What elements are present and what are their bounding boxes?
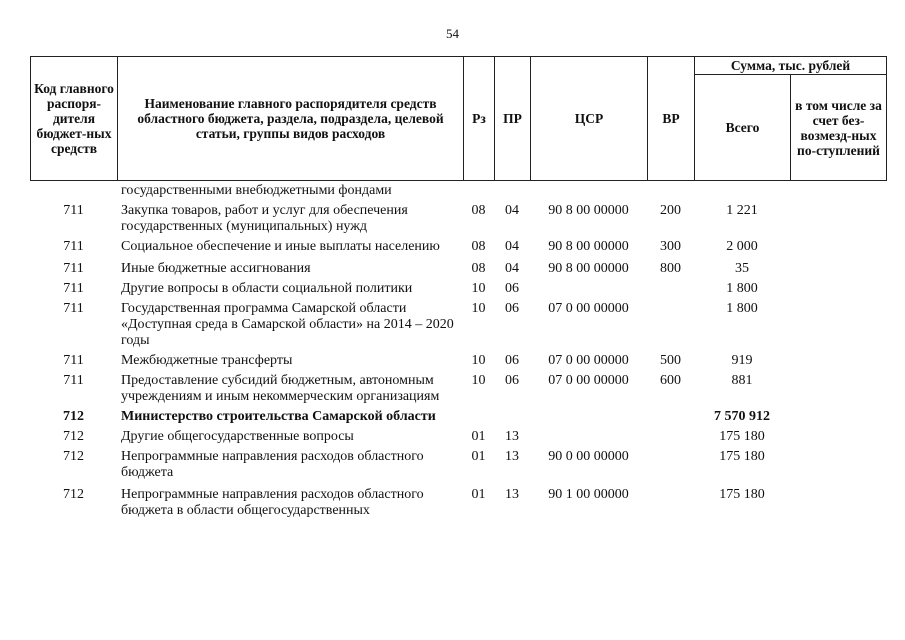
cell-total: 35 (735, 261, 749, 276)
cell-total: 175 180 (719, 429, 765, 444)
header-sum: Сумма, тыс. рублей (695, 57, 887, 75)
cell-vr: 300 (660, 239, 681, 254)
table-row (30, 239, 886, 255)
cell-free (790, 487, 886, 519)
cell-rz: 08 (471, 239, 486, 254)
table-row (30, 449, 886, 481)
cell-code: 711 (63, 373, 84, 388)
cell-pr: 13 (505, 449, 519, 464)
cell-csr (530, 409, 647, 425)
cell-total: 881 (731, 373, 753, 388)
cell-free (790, 261, 886, 277)
cell-total: 175 180 (719, 449, 765, 464)
cell-csr: 90 8 00 00000 (548, 261, 629, 276)
cell-rz: 01 (471, 429, 486, 444)
cell-csr (530, 183, 647, 199)
cell-vr: 600 (660, 373, 681, 388)
cell-name: Министерство строительства Самарской области (121, 409, 436, 424)
table-row (30, 409, 886, 425)
cell-rz: 10 (471, 301, 486, 316)
table-body (30, 183, 886, 525)
cell-name: Другие общегосударственные вопросы (121, 429, 354, 444)
header-pr: ПР (495, 57, 531, 181)
cell-name: Социальное обеспечение и иные выплаты населению (121, 239, 440, 254)
cell-free (790, 281, 886, 297)
header-rz: Рз (464, 57, 495, 181)
cell-csr: 90 1 00 00000 (548, 487, 629, 502)
cell-total: 1 221 (726, 203, 758, 218)
table-row (30, 373, 886, 405)
cell-rz: 10 (471, 373, 486, 388)
cell-code: 711 (63, 301, 84, 316)
cell-rz: 10 (471, 353, 486, 368)
cell-name: Иные бюджетные ассигнования (121, 261, 311, 276)
cell-csr (530, 429, 647, 445)
cell-total: 1 800 (726, 301, 758, 316)
cell-rz: 10 (471, 281, 486, 296)
table-row (30, 261, 886, 277)
cell-pr: 06 (505, 301, 519, 316)
cell-rz: 01 (471, 487, 486, 502)
cell-total: 2 000 (726, 239, 758, 254)
header-total: Всего (695, 75, 791, 181)
table-row (30, 183, 886, 199)
cell-pr (494, 183, 530, 199)
cell-free (790, 301, 886, 349)
cell-code: 711 (63, 261, 84, 276)
cell-free (790, 183, 886, 199)
cell-total: 1 800 (726, 281, 758, 296)
table-row (30, 487, 886, 519)
cell-code: 712 (63, 409, 84, 424)
cell-code: 712 (63, 487, 84, 502)
cell-total (694, 183, 790, 199)
table-row (30, 429, 886, 445)
table-row (30, 301, 886, 349)
cell-code: 711 (63, 281, 84, 296)
cell-free (790, 239, 886, 255)
cell-free (790, 409, 886, 425)
table-header (30, 56, 887, 181)
cell-vr (647, 301, 694, 349)
cell-rz (463, 183, 494, 199)
cell-code: 712 (63, 429, 84, 444)
page-number: 54 (446, 26, 459, 41)
cell-csr (530, 281, 647, 297)
cell-free (790, 429, 886, 445)
cell-pr: 04 (505, 203, 519, 218)
cell-vr (647, 487, 694, 519)
cell-vr (647, 183, 694, 199)
cell-name: Непрограммные направления расходов областного бюджета (121, 449, 424, 480)
table-row (30, 203, 886, 235)
cell-csr: 07 0 00 00000 (548, 373, 629, 388)
cell-total: 175 180 (719, 487, 765, 502)
cell-rz: 08 (471, 203, 486, 218)
cell-name: государственными внебюджетными фондами (121, 183, 392, 198)
cell-csr: 90 8 00 00000 (548, 239, 629, 254)
cell-rz: 01 (471, 449, 486, 464)
cell-rz: 08 (471, 261, 486, 276)
table-row (30, 353, 886, 369)
cell-pr: 06 (505, 353, 519, 368)
cell-pr: 13 (505, 487, 519, 502)
cell-free (790, 449, 886, 481)
cell-name: Закупка товаров, работ и услуг для обеспечения государственных (муниципальных) нужд (121, 203, 408, 234)
cell-pr: 06 (505, 281, 519, 296)
header-free: в том числе за счет без-возмезд-ных по-ступлений (791, 75, 887, 181)
cell-csr: 90 0 00 00000 (548, 449, 629, 464)
cell-pr (494, 409, 530, 425)
cell-rz (463, 409, 494, 425)
cell-code: 711 (63, 203, 84, 218)
cell-pr: 13 (505, 429, 519, 444)
cell-code: 711 (63, 239, 84, 254)
cell-name: Предоставление субсидий бюджетным, автономным учреждениям и иным некоммерческим организациям (121, 373, 440, 404)
cell-pr: 04 (505, 261, 519, 276)
cell-vr (647, 281, 694, 297)
cell-csr: 90 8 00 00000 (548, 203, 629, 218)
cell-vr: 500 (660, 353, 681, 368)
header-code: Код главного распоря-дителя бюджет-ных средств (31, 57, 118, 181)
header-vr: ВР (648, 57, 695, 181)
cell-vr: 200 (660, 203, 681, 218)
cell-vr: 800 (660, 261, 681, 276)
cell-vr (647, 449, 694, 481)
cell-name: Государственная программа Самарской области «Доступная среда в Самарской области» на 2014 – 2020 годы (121, 301, 454, 348)
cell-free (790, 353, 886, 369)
cell-free (790, 373, 886, 405)
cell-name: Межбюджетные трансферты (121, 353, 293, 368)
cell-pr: 06 (505, 373, 519, 388)
cell-vr (647, 429, 694, 445)
header-name: Наименование главного распорядителя средств областного бюджета, раздела, подраздела, целевой статьи, группы видов расходов (118, 57, 464, 181)
table-row (30, 281, 886, 297)
cell-code: 711 (63, 353, 84, 368)
cell-vr (647, 409, 694, 425)
cell-pr: 04 (505, 239, 519, 254)
cell-name: Непрограммные направления расходов областного бюджета в области общегосударственных (121, 487, 424, 518)
header-csr: ЦСР (531, 57, 648, 181)
cell-csr: 07 0 00 00000 (548, 353, 629, 368)
cell-total: 919 (731, 353, 753, 368)
cell-code: 712 (63, 449, 84, 464)
cell-name: Другие вопросы в области социальной политики (121, 281, 413, 296)
cell-free (790, 203, 886, 235)
cell-code (30, 183, 117, 199)
cell-total: 7 570 912 (714, 409, 770, 424)
cell-csr: 07 0 00 00000 (548, 301, 629, 316)
